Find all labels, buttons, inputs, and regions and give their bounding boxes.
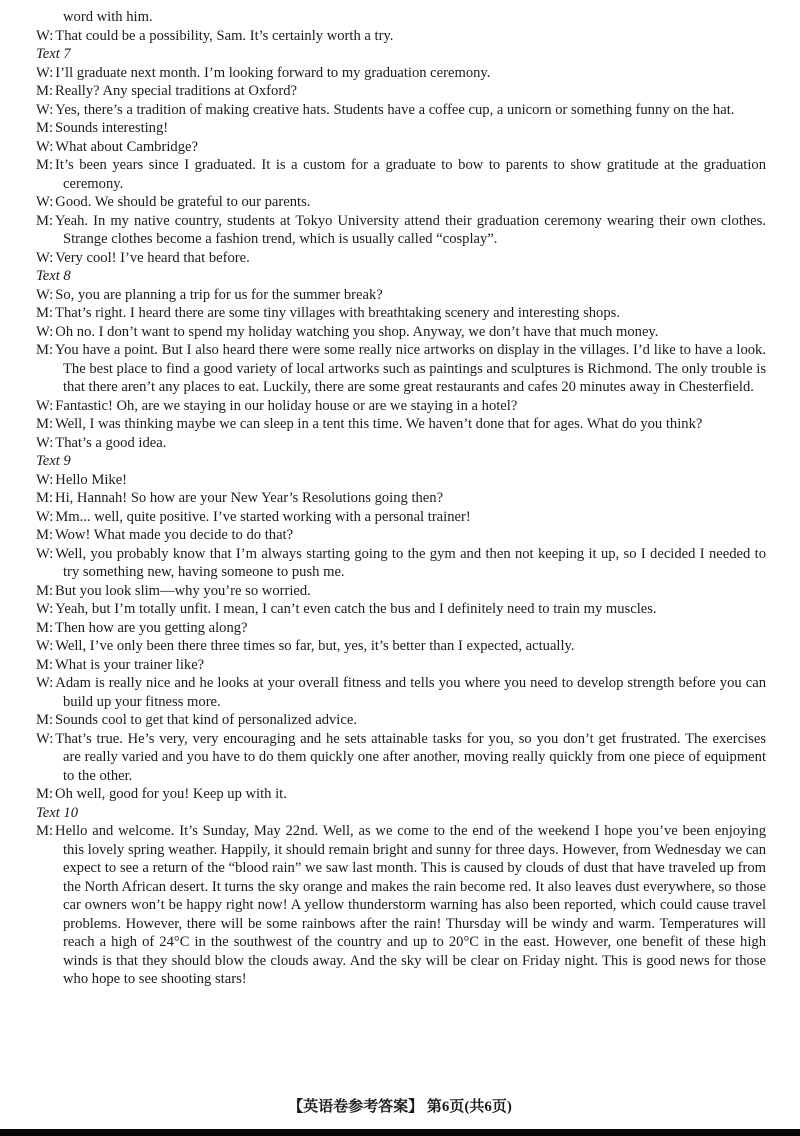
- page-footer: 【英语卷参考答案】 第6页(共6页): [288, 1098, 512, 1115]
- speaker-label: M:: [36, 490, 54, 506]
- speaker-label: W:: [36, 434, 54, 451]
- scan-edge-artifact: [0, 1129, 800, 1136]
- speaker-label: W:: [36, 471, 54, 488]
- speaker-label: W:: [36, 101, 54, 118]
- speaker-label: W:: [36, 675, 54, 691]
- speaker-label: M:: [36, 656, 54, 673]
- text-section-heading: Text 8: [36, 268, 71, 284]
- text-section-heading: Text 9: [36, 453, 71, 469]
- dialogue-line: M: Sounds cool to get that kind of personalized advice.: [36, 712, 357, 728]
- speaker-label: M:: [36, 120, 54, 136]
- speaker-label: M:: [36, 342, 54, 358]
- speaker-label: M:: [36, 582, 54, 599]
- speaker-label: W:: [36, 638, 54, 654]
- dialogue-line: W: Good. We should be grateful to our parents.: [36, 194, 311, 210]
- dialogue-line: W: That’s a good idea.: [36, 434, 167, 451]
- speaker-label: W:: [36, 249, 54, 266]
- dialogue-line: M: But you look slim—why you’re so worried.: [36, 582, 311, 599]
- dialogue-line: M: You have a point. But I also heard there were some really nice artworks on display in the villages. I’d like to have a look. The best place to find a good variety of local artworks such as paintings and sculptures is Richmond. The only trouble is that there aren’t any places to eat. Luckily, there are some great restaurants and cafes 20 minutes away in Chesterfield.: [36, 342, 766, 395]
- speaker-label: W:: [36, 730, 54, 747]
- transcript: [36, 8, 766, 989]
- speaker-label: W:: [36, 601, 54, 617]
- speaker-label: W:: [36, 286, 54, 303]
- speaker-label: M:: [36, 823, 54, 839]
- dialogue-line: W: Adam is really nice and he looks at your overall fitness and tells you where you need to develop strength before you can build up your fitness more.: [36, 675, 766, 710]
- dialogue-line: M: Hi, Hannah! So how are your New Year’s Resolutions going then?: [36, 490, 444, 506]
- dialogue-line: M: Sounds interesting!: [36, 120, 169, 136]
- dialogue-line: W: That’s true. He’s very, very encouraging and he sets attainable tasks for you, so you don’t get frustrated. The exercises are really varied and you have to do them quickly one after another, moving really quickly from one piece of equipment to the other.: [36, 730, 766, 784]
- dialogue-line: W: Well, you probably know that I’m always starting going to the gym and then not keeping it up, so I decided I needed to try something new, having someone to push me.: [36, 545, 766, 580]
- text-section-heading: Text 7: [36, 46, 71, 62]
- speaker-label: M:: [36, 305, 54, 321]
- dialogue-line: M: Oh well, good for you! Keep up with it.: [36, 786, 287, 802]
- dialogue-line: M: What is your trainer like?: [36, 656, 205, 673]
- speaker-label: M:: [36, 712, 54, 728]
- dialogue-line: W: Hello Mike!: [36, 471, 128, 488]
- dialogue-line: M: Wow! What made you decide to do that?: [36, 527, 294, 543]
- speaker-label: W:: [36, 323, 54, 340]
- speaker-label: W:: [36, 138, 54, 155]
- text-section-heading: Text 10: [36, 804, 79, 821]
- speaker-label: M:: [36, 619, 54, 636]
- speaker-label: W:: [36, 508, 54, 525]
- speaker-label: M:: [36, 212, 54, 229]
- speaker-label: W:: [36, 27, 54, 44]
- dialogue-line: W: Well, I’ve only been there three times so far, but, yes, it’s better than I expected, actually.: [36, 638, 575, 654]
- dialogue-line: M: Then how are you getting along?: [36, 619, 248, 636]
- speaker-label: M:: [36, 416, 54, 432]
- dialogue-line: W: So, you are planning a trip for us for the summer break?: [36, 286, 383, 303]
- speaker-label: W:: [36, 194, 54, 210]
- dialogue-line: W: Oh no. I don’t want to spend my holiday watching you shop. Anyway, we don’t have that much money.: [36, 323, 659, 340]
- speaker-label: M:: [36, 786, 54, 802]
- dialogue-line: W: I’ll graduate next month. I’m looking forward to my graduation ceremony.: [36, 64, 491, 81]
- speaker-label: W:: [36, 397, 54, 414]
- dialogue-line: M: Yeah. In my native country, students at Tokyo University attend their graduation ceremony wearing their own clothes. Strange clothes become a fashion trend, which is usually called “cosplay”.: [36, 212, 766, 247]
- dialogue-line: W: Yeah, but I’m totally unfit. I mean, I can’t even catch the bus and I definitely need to train my muscles.: [36, 601, 657, 617]
- dialogue-line: M: Hello and welcome. It’s Sunday, May 22nd. Well, as we come to the end of the weekend I hope you’ve been enjoying this lovely spring weather. Happily, it should remain bright and sunny for three days. However, from Wednesday we can expect to see a return of the “blood rain” we saw last month. This is caused by clouds of dust that have traveled up from the North African desert. It turns the sky orange and makes the rain become red. It also leaves dust everywhere, so those car owners won’t be happy right now! A yellow thunderstorm warning has also been reported, which could cause travel problems. However, there will be some rainbows after the rain! Thursday will be windy and warm. Temperatures will reach a high of 24°C in the southwest of the country and up to 20°C in the east. However, one benefit of these high winds is that they should blow the clouds away. And the sky will be clear on Friday night. This is good news for those who hope to see shooting stars!: [36, 823, 766, 987]
- dialogue-line: W: Yes, there’s a tradition of making creative hats. Students have a coffee cup, a unicorn or something funny on the hat.: [36, 101, 735, 118]
- dialogue-line: M: Well, I was thinking maybe we can sleep in a tent this time. We haven’t done that for ages. What do you think?: [36, 416, 703, 432]
- speaker-label: W:: [36, 545, 54, 562]
- dialogue-line: W: Fantastic! Oh, are we staying in our holiday house or are we staying in a hotel?: [36, 397, 518, 414]
- dialogue-line: W: Very cool! I’ve heard that before.: [36, 249, 250, 266]
- dialogue-line: W: That could be a possibility, Sam. It’s certainly worth a try.: [36, 27, 394, 44]
- dialogue-line: M: It’s been years since I graduated. It is a custom for a graduate to bow to parents to show gratitude at the graduation ceremony.: [36, 157, 766, 192]
- speaker-label: W:: [36, 64, 54, 81]
- speaker-label: M:: [36, 157, 54, 173]
- dialogue-line: W: What about Cambridge?: [36, 138, 198, 155]
- speaker-label: M:: [36, 83, 54, 99]
- dialogue-line: W: Mm... well, quite positive. I’ve started working with a personal trainer!: [36, 508, 471, 525]
- dialogue-line: M: Really? Any special traditions at Oxford?: [36, 83, 297, 99]
- dialogue-continuation: word with him.: [63, 9, 153, 25]
- speaker-label: M:: [36, 527, 54, 543]
- dialogue-line: M: That’s right. I heard there are some tiny villages with breathtaking scenery and interesting shops.: [36, 305, 620, 321]
